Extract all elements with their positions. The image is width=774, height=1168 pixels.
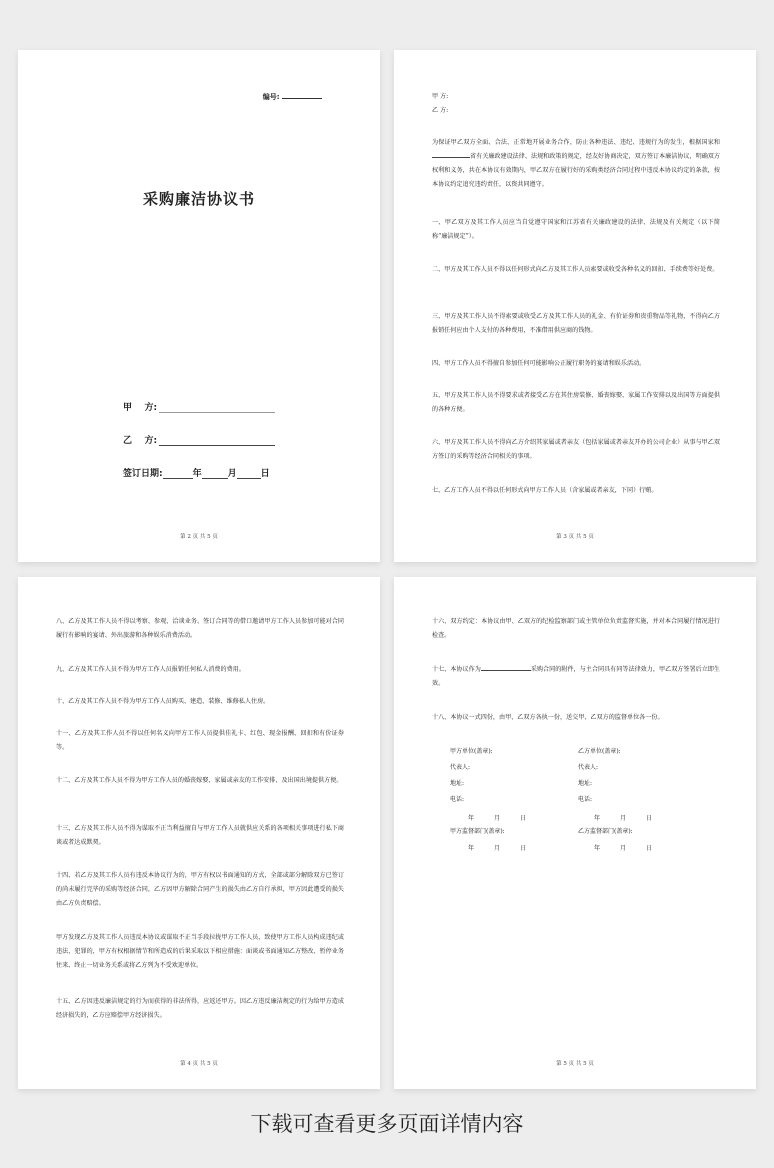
clause: 十、乙方及其工作人员不得为甲方工作人员购买、建造、装修、维修私人住房。 — [56, 698, 270, 705]
party-b-field — [123, 433, 275, 446]
clause-17 — [432, 663, 720, 691]
clause: 甲方发现乙方及其工作人员违反本协议或谋取不正当手段拉拢甲方工作人员，致使甲方工作人员构成违纪或违法，犯罪的，甲方有权根据情节和所造成的后果采取以下相应措施：面谈或书面通知乙方整改、暂停业务往来、终止一切业务关系或将乙方列为不受欢迎单位。 — [56, 934, 344, 969]
clause: 二、甲方及其工作人员不得以任何形式向乙方及其工作人员索要或收受各种名义的回扣、手续费等好处费。 — [432, 266, 719, 273]
sig-line: 乙方单位(盖章): — [578, 748, 621, 755]
intro-text-2: 省有关廉政建设法律、法规和政策的规定，经友好协商决定，双方签订本廉洁协议，明确双方权利和义务，共在本协议有效期内，甲乙双方在履行好的采购类经济合同过程中违反本协议约定的条款，按本协议约定追究违约责任，以资共同遵守。 — [432, 153, 720, 188]
clause: 十八、本协议一式四份，由甲、乙双方各执一份，送交甲、乙双方的监督单位各一份。 — [432, 714, 664, 721]
party-a-date — [468, 813, 546, 822]
sig-line: 代表人: — [450, 764, 471, 771]
document-title: 采购廉洁协议书 — [142, 190, 255, 208]
day-label: 日 — [260, 469, 270, 479]
intro-text-1: 为保证甲乙双方全面、合法、正常地开展业务合作，防止各种违法、违纪、违规行为的发生，根据国家和 — [432, 139, 720, 146]
month-label: 月 — [494, 845, 501, 852]
download-more-caption: 下载可查看更多页面详情内容 — [250, 1112, 524, 1136]
clause: 十六、双方约定：本协议由甲、乙双方的纪检监察部门或主管单位负责监督实施，并对本合同履行情况进行检查。 — [432, 618, 720, 639]
clause: 五、甲方及其工作人员不得要求或者接受乙方在其住房装修、婚丧嫁娶、家属工作安排以及出国等方面提供的各种方便。 — [432, 392, 720, 413]
page-number: 第 5 页 共 5 页 — [556, 1061, 594, 1067]
party-b-blank — [159, 436, 275, 446]
clause: 八、乙方及其工作人员不得以考察、参观、洽谈业务、签订合同等的借口邀请甲方工作人员参加可能对合同履行有影响的宴请、外出旅游和各种娱乐消费活动。 — [56, 618, 344, 639]
watermark — [80, 470, 105, 500]
clause: 三、甲方及其工作人员不得索要或收受乙方及其工作人员的礼金、有价证券和贵重物品等礼物，不得向乙方报销任何应由个人支付的各种费用，不准借用供应商的钱物。 — [432, 313, 720, 334]
sig-line: 电话: — [578, 796, 593, 803]
clause: 十五、乙方因违反廉洁规定的行为而获得的非法所得，应返还甲方。因乙方违反廉洁规定的行为给甲方造成经济损失的，乙方应赔偿甲方经济损失。 — [56, 998, 344, 1019]
year-label: 年 — [594, 815, 601, 822]
sign-date-label: 签订日期: — [123, 469, 163, 479]
contract-blank — [481, 664, 531, 671]
sig-line: 地址: — [578, 780, 593, 787]
party-a-blank — [159, 403, 275, 413]
party-a-label: 甲 方: — [123, 403, 158, 413]
party-a-line: 甲 方: — [432, 93, 449, 100]
party-a-supervisor: 甲方监督部门(盖章): — [450, 828, 505, 835]
day-blank — [237, 469, 261, 479]
sign-date-field — [123, 466, 270, 479]
clause: 十二、乙方及其工作人员不得为甲方工作人员的婚丧嫁娶、家属或亲友的工作安排、及出国出境提供方便。 — [56, 777, 343, 784]
day-label: 日 — [520, 815, 527, 822]
clause-17-text-b: 采购合同的附件，与主合同具有同等法律效力，甲乙双方签署后立即生效。 — [432, 666, 721, 687]
year-label: 年 — [468, 845, 475, 852]
sig-line: 代表人: — [578, 764, 599, 771]
year-label: 年 — [192, 469, 202, 479]
party-a-signature-block — [450, 748, 493, 804]
page-number: 第 2 页 共 5 页 — [180, 534, 218, 540]
clause: 十一、乙方及其工作人员不得以任何名义向甲方工作人员提供佳礼卡、红包、现金报酬、回扣和有价证券等。 — [56, 730, 344, 751]
day-label: 日 — [520, 845, 527, 852]
year-label: 年 — [468, 815, 475, 822]
document-page-4 — [18, 577, 380, 1089]
page-number: 第 4 页 共 5 页 — [180, 1061, 218, 1067]
document-page-3 — [394, 50, 756, 562]
document-page-5 — [394, 577, 756, 1089]
clause: 六、甲方及其工作人员不得向乙方介绍其家属或者亲友（包括家属或者亲友开办的公司企业）从事与甲乙双方签订的采购等经济合同相关的事项。 — [432, 439, 720, 460]
page-number: 第 3 页 共 5 页 — [556, 534, 594, 540]
intro-paragraph — [432, 136, 720, 192]
party-b-signature-block — [578, 748, 621, 804]
clause: 七、乙方工作人员不得以任何形式向甲方工作人员（含家属或者亲友，下同）行贿。 — [432, 487, 658, 494]
party-b-supervisor: 乙方监督部门(盖章): — [578, 828, 633, 835]
year-label: 年 — [594, 845, 601, 852]
month-blank — [202, 469, 228, 479]
sig-line: 电话: — [450, 796, 465, 803]
month-label: 月 — [227, 469, 237, 479]
serial-blank — [282, 92, 322, 99]
clause: 一、甲乙双方及其工作人员应当自觉遵守国家和江苏省有关廉政建设的法律、法规及有关规定（以下简称“廉洁规定”）。 — [432, 219, 720, 240]
day-label: 日 — [646, 815, 653, 822]
day-label: 日 — [646, 845, 653, 852]
clause: 四、甲方工作人员不得擅自参加任何可能影响公正履行职务的宴请和娱乐活动。 — [432, 360, 646, 367]
clause: 九、乙方及其工作人员不得为甲方工作人员报销任何私人消费的费用。 — [56, 666, 245, 673]
month-label: 月 — [620, 845, 627, 852]
sig-line: 甲方单位(盖章): — [450, 748, 493, 755]
party-a-supervisor-date — [468, 843, 546, 852]
month-label: 月 — [494, 815, 501, 822]
sig-line: 地址: — [450, 780, 465, 787]
year-blank — [163, 469, 193, 479]
clause-17-text-a: 十七、本协议作为 — [432, 666, 481, 673]
clause: 十四、若乙方及其工作人员有违反本协议行为的，甲方有权以书面通知的方式，全部或部分解除双方已签订的尚未履行完毕的采购等经济合同，乙方因甲方解除合同产生的损失由乙方自行承担，甲方因此遭受的损失由乙方负责赔偿。 — [56, 872, 344, 907]
party-b-line: 乙 方: — [432, 107, 449, 114]
province-blank — [432, 151, 470, 158]
party-b-supervisor-date — [594, 843, 672, 852]
clause: 十三、乙方及其工作人员不得为谋取不正当利益擅自与甲方工作人员就供应关系的各项相关事项进行私下商谈或者达成默契。 — [56, 825, 344, 846]
party-b-date — [594, 813, 672, 822]
party-a-field — [123, 400, 275, 413]
serial-number-field — [263, 92, 322, 102]
party-b-label: 乙 方: — [123, 436, 158, 446]
serial-label: 编号: — [262, 93, 280, 101]
month-label: 月 — [620, 815, 627, 822]
document-page-2 — [18, 50, 380, 562]
